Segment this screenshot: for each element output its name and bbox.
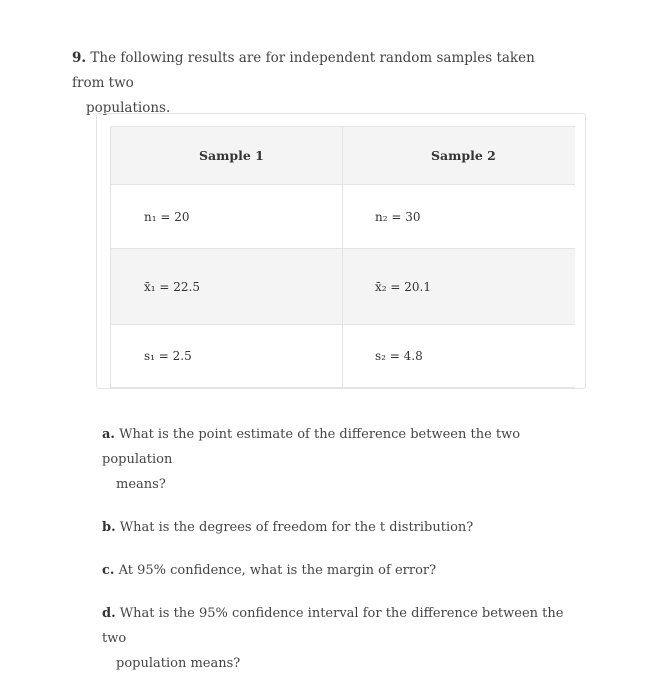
table-header-row (111, 127, 576, 185)
cell-n1: n₁ = 20 (111, 185, 343, 249)
table-row (111, 325, 576, 388)
part-text: What is the point estimate of the difference between the two population (102, 427, 521, 467)
question-line-1: The following results are for independent random samples taken from two (72, 50, 535, 91)
part-letter: a. (102, 427, 115, 442)
part-text: What is the degrees of freedom for the t distribution? (119, 520, 474, 535)
part-letter: d. (102, 606, 116, 621)
part-b (102, 515, 572, 540)
cell-s2: s₂ = 4.8 (343, 325, 576, 388)
part-text-cont: means? (116, 477, 166, 492)
part-letter: b. (102, 520, 116, 535)
part-text: What is the 95% confidence interval for the difference between the two (102, 606, 564, 646)
question-number: 9. (72, 50, 87, 66)
cell-xbar2: x̄₂ = 20.1 (343, 249, 576, 325)
question-parts (102, 422, 572, 694)
cell-xbar1: x̄₁ = 22.5 (111, 249, 343, 325)
question-text (72, 46, 552, 121)
samples-table (110, 126, 575, 388)
part-text: At 95% confidence, what is the margin of error? (118, 563, 437, 578)
cell-n2: n₂ = 30 (343, 185, 576, 249)
header-sample-2: Sample 2 (343, 127, 576, 185)
table-row (111, 249, 576, 325)
part-c (102, 558, 572, 583)
part-d (102, 601, 572, 676)
question-line-2: populations. (86, 100, 171, 116)
part-a (102, 422, 572, 497)
part-letter: c. (102, 563, 115, 578)
header-sample-1: Sample 1 (111, 127, 343, 185)
cell-s1: s₁ = 2.5 (111, 325, 343, 388)
part-text-cont: population means? (116, 656, 241, 671)
data-table-container (96, 113, 586, 389)
table-row (111, 185, 576, 249)
